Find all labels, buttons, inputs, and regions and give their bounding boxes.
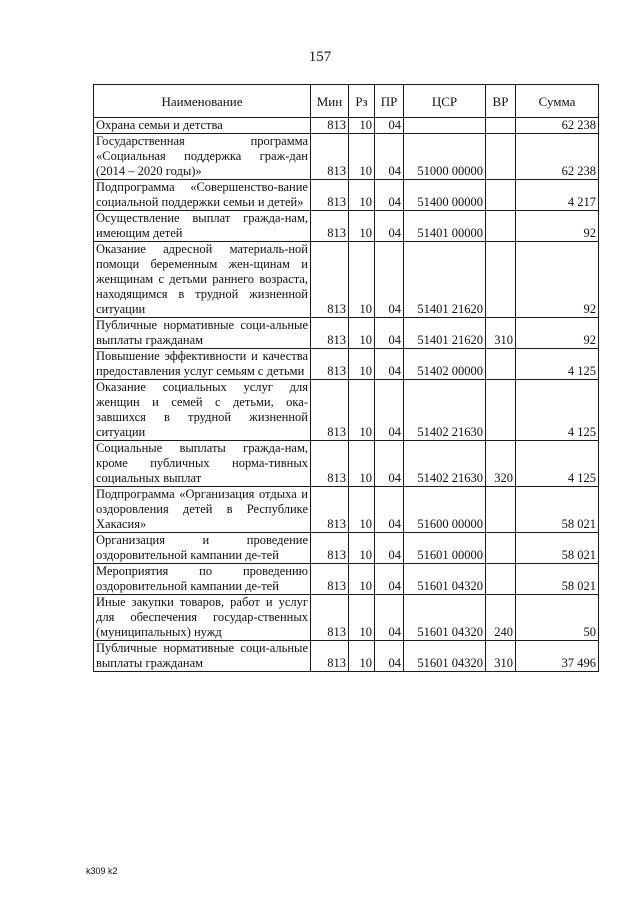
cell-rz: 10 [349, 118, 375, 134]
cell-vr: 240 [486, 595, 516, 641]
cell-name: Оказание адресной материаль-ной помощи беременным жен-щинам и женщинам с детьми раннего возраста, находящимся в трудной жизненной ситуации [94, 242, 311, 318]
cell-rz: 10 [349, 441, 375, 487]
cell-csr: 51601 04320 [404, 641, 486, 672]
cell-sum: 50 [516, 595, 599, 641]
cell-name: Иные закупки товаров, работ и услуг для обеспечения государ-ственных (муниципальных) нужд [94, 595, 311, 641]
cell-vr [486, 180, 516, 211]
cell-sum: 62 238 [516, 118, 599, 134]
cell-pr: 04 [375, 487, 404, 533]
table-row [94, 564, 599, 595]
cell-min: 813 [311, 380, 349, 441]
cell-vr [486, 349, 516, 380]
cell-csr: 51400 00000 [404, 180, 486, 211]
cell-csr: 51600 00000 [404, 487, 486, 533]
cell-min: 813 [311, 211, 349, 242]
cell-name: Публичные нормативные соци-альные выплаты гражданам [94, 641, 311, 672]
table-row [94, 641, 599, 672]
cell-pr: 04 [375, 595, 404, 641]
cell-min: 813 [311, 318, 349, 349]
cell-min: 813 [311, 641, 349, 672]
cell-sum: 4 125 [516, 441, 599, 487]
cell-min: 813 [311, 487, 349, 533]
cell-csr: 51000 00000 [404, 134, 486, 180]
table-row [94, 118, 599, 134]
cell-rz: 10 [349, 318, 375, 349]
cell-name: Осуществление выплат гражда-нам, имеющим детей [94, 211, 311, 242]
cell-name: Оказание социальных услуг для женщин и семей с детьми, ока-завшихся в трудной жизненной ситуации [94, 380, 311, 441]
cell-rz: 10 [349, 180, 375, 211]
cell-name: Подпрограмма «Организация отдыха и оздоровления детей в Республике Хакасия» [94, 487, 311, 533]
cell-rz: 10 [349, 487, 375, 533]
table-row [94, 487, 599, 533]
cell-pr: 04 [375, 134, 404, 180]
cell-vr [486, 134, 516, 180]
header-sum: Сумма [516, 85, 599, 118]
cell-min: 813 [311, 349, 349, 380]
cell-rz: 10 [349, 211, 375, 242]
header-vr: ВР [486, 85, 516, 118]
cell-min: 813 [311, 564, 349, 595]
cell-pr: 04 [375, 118, 404, 134]
cell-rz: 10 [349, 349, 375, 380]
cell-sum: 4 217 [516, 180, 599, 211]
cell-sum: 37 496 [516, 641, 599, 672]
cell-rz: 10 [349, 595, 375, 641]
cell-name: Подпрограмма «Совершенство-вание социальной поддержки семьи и детей» [94, 180, 311, 211]
header-min: Мин [311, 85, 349, 118]
cell-pr: 04 [375, 318, 404, 349]
cell-rz: 10 [349, 641, 375, 672]
table-row [94, 318, 599, 349]
cell-name: Социальные выплаты гражда-нам, кроме публичных норма-тивных социальных выплат [94, 441, 311, 487]
table-row [94, 533, 599, 564]
cell-csr: 51402 21630 [404, 380, 486, 441]
cell-csr: 51601 04320 [404, 595, 486, 641]
table-row [94, 134, 599, 180]
cell-csr: 51601 04320 [404, 564, 486, 595]
table-row [94, 242, 599, 318]
cell-vr [486, 487, 516, 533]
cell-vr: 320 [486, 441, 516, 487]
cell-name: Повышение эффективности и качества предоставления услуг семьям с детьми [94, 349, 311, 380]
footer-code: k309 k2 [86, 866, 118, 876]
cell-rz: 10 [349, 533, 375, 564]
cell-rz: 10 [349, 242, 375, 318]
budget-table [93, 84, 599, 672]
cell-min: 813 [311, 595, 349, 641]
cell-name: Публичные нормативные соци-альные выплаты гражданам [94, 318, 311, 349]
cell-min: 813 [311, 533, 349, 564]
header-rz: Рз [349, 85, 375, 118]
cell-vr [486, 564, 516, 595]
cell-vr: 310 [486, 641, 516, 672]
cell-rz: 10 [349, 134, 375, 180]
header-csr: ЦСР [404, 85, 486, 118]
cell-sum: 58 021 [516, 487, 599, 533]
cell-name: Государственная программа «Социальная поддержка граж-дан (2014 – 2020 годы)» [94, 134, 311, 180]
cell-sum: 4 125 [516, 349, 599, 380]
cell-csr: 51402 21630 [404, 441, 486, 487]
cell-pr: 04 [375, 441, 404, 487]
cell-csr: 51601 00000 [404, 533, 486, 564]
cell-pr: 04 [375, 211, 404, 242]
cell-sum: 62 238 [516, 134, 599, 180]
cell-vr [486, 380, 516, 441]
header-name: Наименование [94, 85, 311, 118]
table-row [94, 211, 599, 242]
cell-min: 813 [311, 441, 349, 487]
cell-vr [486, 533, 516, 564]
cell-sum: 58 021 [516, 533, 599, 564]
cell-name: Охрана семьи и детства [94, 118, 311, 134]
cell-min: 813 [311, 118, 349, 134]
page-number: 157 [308, 49, 332, 65]
table-row [94, 441, 599, 487]
cell-vr: 310 [486, 318, 516, 349]
cell-rz: 10 [349, 564, 375, 595]
cell-csr [404, 118, 486, 134]
cell-pr: 04 [375, 242, 404, 318]
cell-vr [486, 211, 516, 242]
table-row [94, 180, 599, 211]
cell-pr: 04 [375, 533, 404, 564]
cell-min: 813 [311, 242, 349, 318]
cell-csr: 51402 00000 [404, 349, 486, 380]
table-body [94, 118, 599, 672]
cell-sum: 92 [516, 242, 599, 318]
cell-csr: 51401 21620 [404, 242, 486, 318]
cell-vr [486, 242, 516, 318]
cell-pr: 04 [375, 380, 404, 441]
cell-sum: 4 125 [516, 380, 599, 441]
cell-csr: 51401 00000 [404, 211, 486, 242]
table-row [94, 380, 599, 441]
cell-sum: 58 021 [516, 564, 599, 595]
cell-csr: 51401 21620 [404, 318, 486, 349]
cell-pr: 04 [375, 641, 404, 672]
cell-name: Мероприятия по проведению оздоровительной кампании де-тей [94, 564, 311, 595]
cell-pr: 04 [375, 180, 404, 211]
cell-sum: 92 [516, 211, 599, 242]
cell-sum: 92 [516, 318, 599, 349]
cell-vr [486, 118, 516, 134]
cell-min: 813 [311, 134, 349, 180]
cell-pr: 04 [375, 349, 404, 380]
cell-min: 813 [311, 180, 349, 211]
header-pr: ПР [375, 85, 404, 118]
cell-name: Организация и проведение оздоровительной кампании де-тей [94, 533, 311, 564]
table-header-row [94, 85, 599, 118]
cell-pr: 04 [375, 564, 404, 595]
cell-rz: 10 [349, 380, 375, 441]
table-row [94, 349, 599, 380]
table-row [94, 595, 599, 641]
